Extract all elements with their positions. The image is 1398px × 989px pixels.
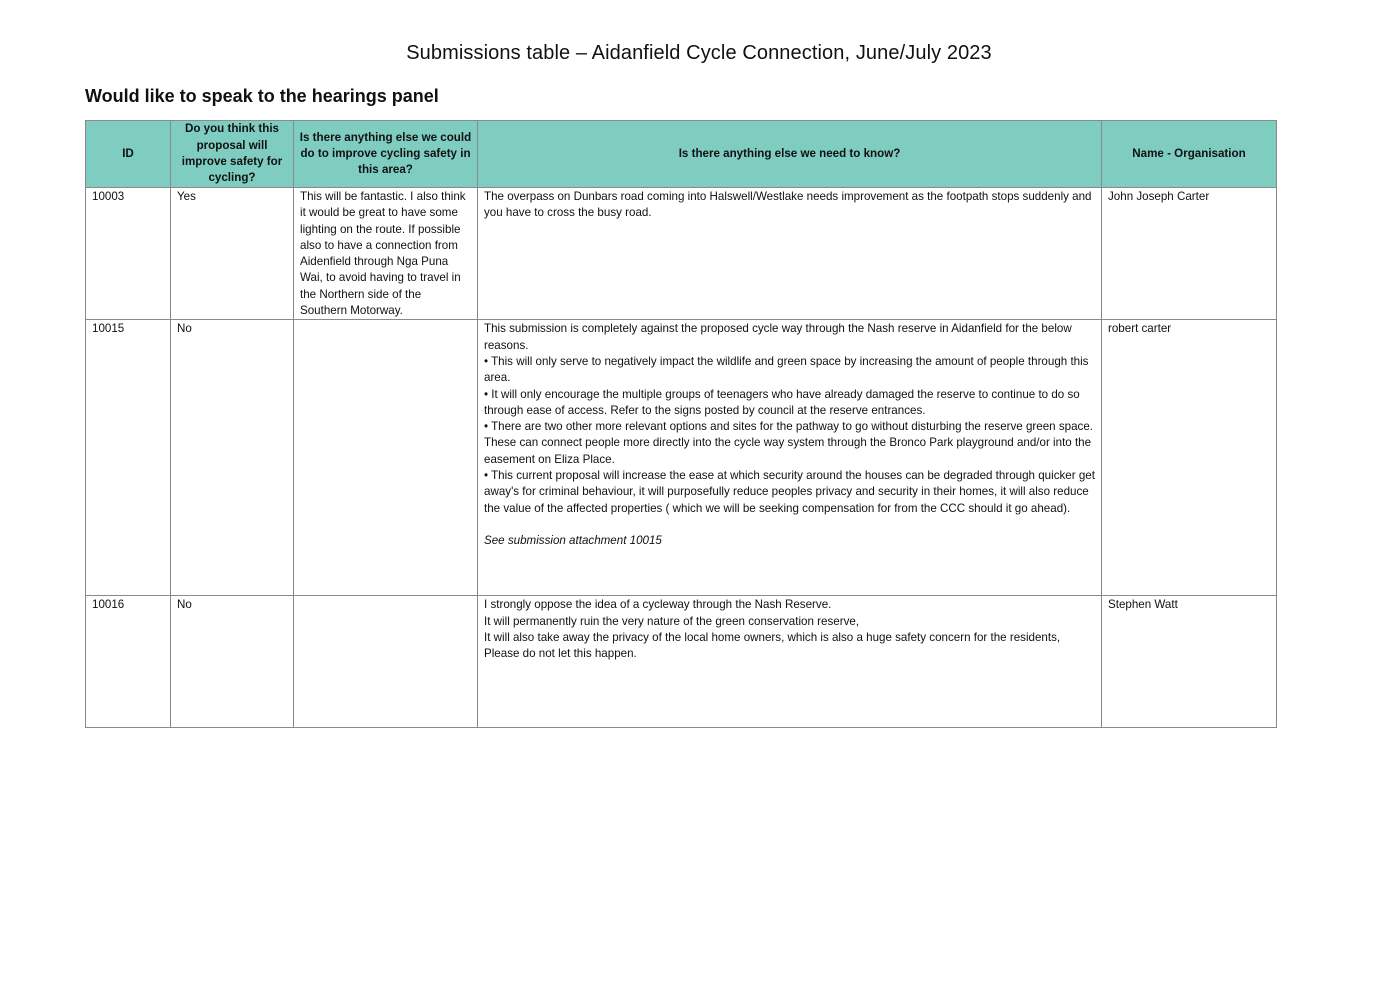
cell-name-organisation: robert carter xyxy=(1102,320,1277,596)
document-title: Submissions table – Aidanfield Cycle Connection, June/July 2023 xyxy=(406,42,992,64)
column-header-improve-cycling: Is there anything else we could do to improve cycling safety in this area? xyxy=(294,121,478,188)
need-to-know-line: Please do not let this happen. xyxy=(484,647,637,661)
cell-improve-safety: Yes xyxy=(171,188,294,320)
cell-name-organisation: Stephen Watt xyxy=(1102,596,1277,728)
cell-need-to-know xyxy=(478,188,1102,320)
need-to-know-line: It will also take away the privacy of the local home owners, which is also a huge safety concern for the residents, xyxy=(484,630,1061,644)
column-header-need-to-know: Is there anything else we need to know? xyxy=(478,121,1102,188)
table-row xyxy=(86,188,1277,320)
column-header-improve-safety: Do you think this proposal will improve safety for cycling? xyxy=(171,121,294,188)
submissions-table xyxy=(85,120,1277,728)
need-to-know-bullet: • It will only encourage the multiple groups of teenagers who have already damaged the reserve to continue to do so through ease of access. Refer to the signs posted by council at the reserve entrances. xyxy=(484,387,1080,417)
table-header-row xyxy=(86,121,1277,188)
attachment-note: See submission attachment 10015 xyxy=(484,533,662,547)
need-to-know-bullet: • This current proposal will increase the ease at which security around the houses can be degraded through quicker get away's for criminal behaviour, it will purposefully reduce peoples privacy and security in their homes, it will also reduce the value of the affected properties ( which we will be seeking compensation for from the CCC should it go ahead). xyxy=(484,469,1095,515)
need-to-know-paragraph: This submission is completely against the proposed cycle way through the Nash reserve in Aidanfield for the below reasons. xyxy=(484,322,1072,352)
column-header-id: ID xyxy=(86,121,171,188)
cell-id: 10003 xyxy=(86,188,171,320)
cell-improve-cycling xyxy=(294,320,478,596)
cell-improve-cycling: This will be fantastic. I also think it would be great to have some lighting on the route. If possible also to have a connection from Aidenfield through Nga Puna Wai, to avoid having to travel in the Northern side of the Southern Motorway. xyxy=(294,188,478,320)
need-to-know-bullet: • There are two other more relevant options and sites for the pathway to go without disturbing the reserve green space. These can connect people more directly into the cycle way system through the Bronco Park playground and/or into the easement on Eliza Place. xyxy=(484,420,1093,466)
cell-improve-safety: No xyxy=(171,596,294,728)
cell-improve-cycling xyxy=(294,596,478,728)
need-to-know-bullet: • This will only serve to negatively impact the wildlife and green space by increasing the amount of people through this area. xyxy=(484,354,1089,385)
cell-improve-safety: No xyxy=(171,320,294,596)
column-header-name-organisation: Name - Organisation xyxy=(1102,121,1277,188)
section-heading: Would like to speak to the hearings panel xyxy=(85,86,439,106)
cell-need-to-know xyxy=(478,596,1102,728)
need-to-know-line: It will permanently ruin the very nature of the green conservation reserve, xyxy=(484,614,860,628)
cell-name-organisation: John Joseph Carter xyxy=(1102,188,1277,320)
table-row xyxy=(86,596,1277,728)
table-row xyxy=(86,320,1277,596)
need-to-know-paragraph: The overpass on Dunbars road coming into Halswell/Westlake needs improvement as the footpath stops suddenly and you have to cross the busy road. xyxy=(484,190,1092,220)
cell-id: 10016 xyxy=(86,596,171,728)
paragraph-spacer xyxy=(484,517,1095,533)
cell-id: 10015 xyxy=(86,320,171,596)
need-to-know-line: I strongly oppose the idea of a cycleway through the Nash Reserve. xyxy=(484,598,832,612)
cell-need-to-know xyxy=(478,320,1102,596)
